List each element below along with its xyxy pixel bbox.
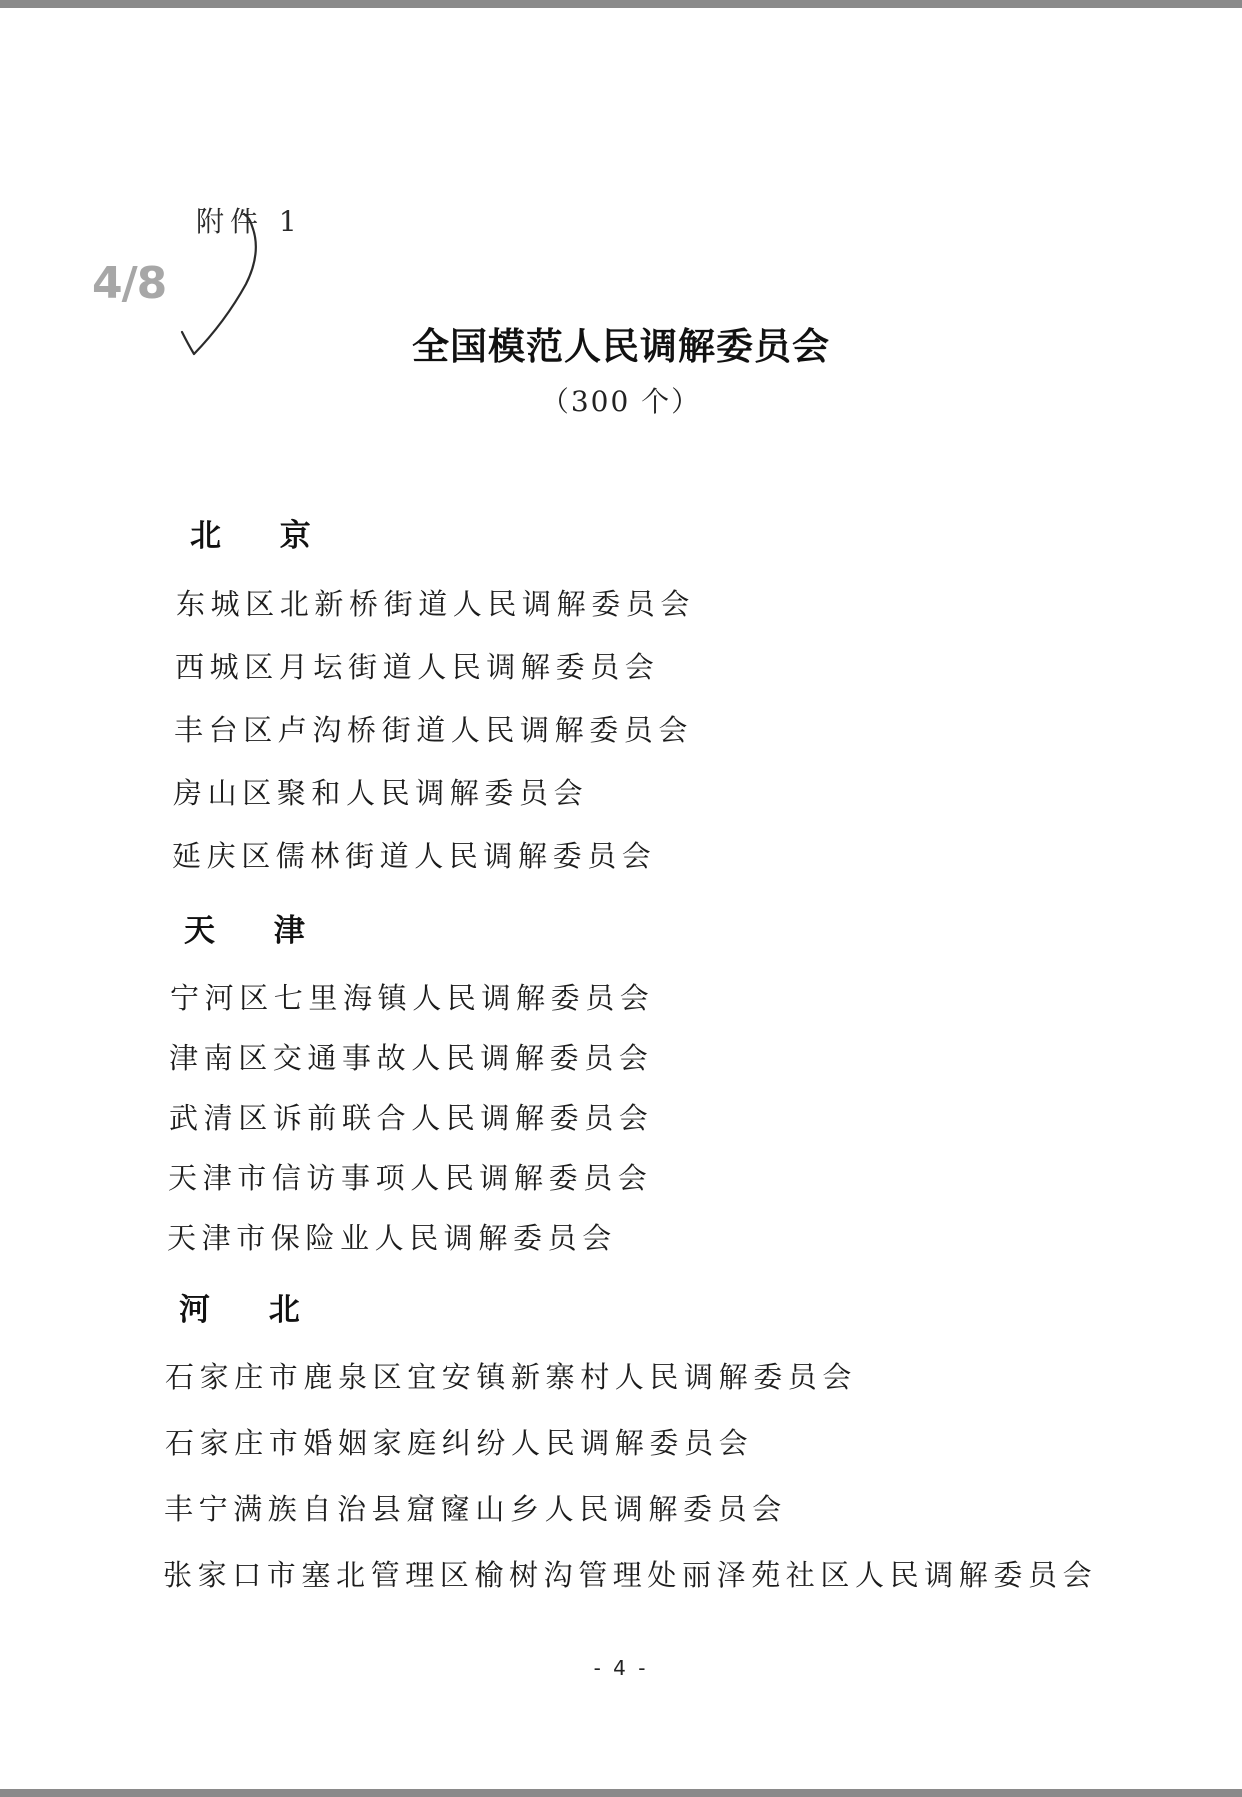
page-number: - 4 - xyxy=(593,1656,649,1680)
list-item: 武清区诉前联合人民调解委员会 xyxy=(169,1101,654,1135)
list-item: 丰台区卢沟桥街道人民调解委员会 xyxy=(174,713,694,747)
list-item: 石家庄市婚姻家庭纠纷人民调解委员会 xyxy=(165,1426,754,1460)
list-item: 西城区月坛街道人民调解委员会 xyxy=(175,650,660,684)
list-item: 房山区聚和人民调解委员会 xyxy=(173,776,589,810)
list-item: 宁河区七里海镇人民调解委员会 xyxy=(170,981,655,1015)
section-heading-tianjin: 天 津 xyxy=(184,913,329,949)
list-item: 延庆区儒林街道人民调解委员会 xyxy=(172,839,657,873)
attachment-label: 附件 1 xyxy=(196,205,303,238)
section-heading-beijing: 北 京 xyxy=(190,518,335,554)
list-item: 天津市保险业人民调解委员会 xyxy=(167,1221,617,1255)
section-heading-hebei: 河 北 xyxy=(179,1292,324,1328)
page-title: 全国模范人民调解委员会 xyxy=(412,325,830,368)
top-edge xyxy=(0,0,1242,8)
bottom-edge xyxy=(0,1789,1242,1797)
list-item: 津南区交通事故人民调解委员会 xyxy=(169,1041,654,1075)
list-item: 东城区北新桥街道人民调解委员会 xyxy=(176,587,696,621)
page-counter: 4/8 xyxy=(92,258,167,309)
page-subtitle: （300 个） xyxy=(540,385,702,418)
list-item: 石家庄市鹿泉区宜安镇新寨村人民调解委员会 xyxy=(165,1360,858,1394)
list-item: 张家口市塞北管理区榆树沟管理处丽泽苑社区人民调解委员会 xyxy=(163,1558,1098,1592)
list-item: 天津市信访事项人民调解委员会 xyxy=(168,1161,653,1195)
list-item: 丰宁满族自治县窟窿山乡人民调解委员会 xyxy=(164,1492,787,1526)
